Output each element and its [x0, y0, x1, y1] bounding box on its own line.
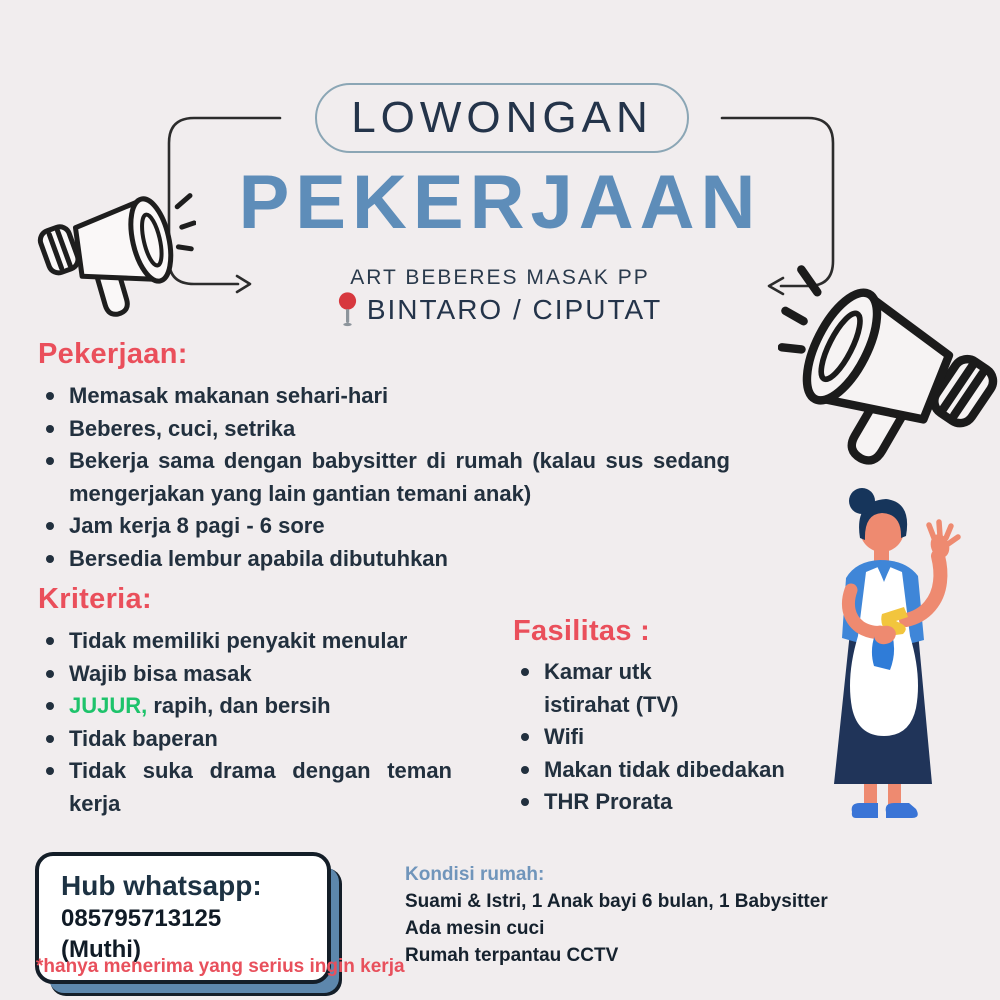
section-fasilitas	[513, 615, 853, 819]
section-heading: Pekerjaan:	[38, 338, 188, 370]
highlight-text: JUJUR,	[69, 693, 148, 718]
house-heading: Kondisi rumah:	[405, 864, 545, 885]
list-item: Bersedia lembur apabila dibutuhkan	[38, 543, 730, 576]
badge-lowongan	[315, 83, 689, 153]
list-item: Bekerja sama dengan babysitter di rumah (kalau sus sedang mengerjakan yang lain gantian temani anak)	[38, 445, 730, 510]
contact-number: 085795713125 (Muthi)	[61, 904, 222, 963]
badge-label: LOWONGAN	[351, 93, 653, 142]
section-heading: Kriteria:	[38, 583, 152, 615]
house-line: Suami & Istri, 1 Anak bayi 6 bulan, 1 Babysitter	[405, 891, 828, 912]
list-item: Tidak memiliki penyakit menular	[38, 625, 452, 658]
contact-label: Hub whatsapp:	[61, 870, 262, 901]
section-heading: Fasilitas :	[513, 615, 651, 647]
list-item	[38, 690, 452, 723]
list-item: Wifi	[513, 721, 843, 754]
list-item: Tidak suka drama dengan teman kerja	[38, 755, 452, 820]
house-conditions	[405, 861, 828, 969]
page-title: PEKERJAAN	[238, 160, 762, 245]
section-kriteria	[38, 583, 508, 820]
list-item: Wajib bisa masak	[38, 658, 452, 691]
pin-icon	[338, 292, 358, 328]
fasilitas-list	[513, 656, 843, 819]
maid-illustration	[818, 486, 986, 830]
kriteria-list	[38, 625, 452, 820]
list-item: Memasak makanan sehari-hari	[38, 380, 730, 413]
megaphone-icon	[778, 256, 1000, 488]
house-line: Rumah terpantau CCTV	[405, 945, 619, 966]
job-subtitle: ART BEBERES MASAK PP	[350, 266, 650, 289]
list-item: Tidak baperan	[38, 723, 452, 756]
list-item: Makan tidak dibedakan	[513, 754, 843, 787]
list-item: THR Prorata	[513, 786, 843, 819]
pekerjaan-list	[38, 380, 730, 575]
list-item: Jam kerja 8 pagi - 6 sore	[38, 510, 730, 543]
house-line: Ada mesin cuci	[405, 918, 545, 939]
rest-text: rapih, dan bersih	[147, 693, 331, 718]
list-item: Kamar utk istirahat (TV)	[513, 656, 719, 721]
location-label: BINTARO / CIPUTAT	[366, 294, 663, 325]
location-row	[0, 292, 1000, 328]
section-pekerjaan	[38, 338, 768, 575]
list-item: Beberes, cuci, setrika	[38, 413, 730, 446]
serious-applicants-note: *hanya menerima yang serius ingin kerja	[36, 956, 405, 977]
